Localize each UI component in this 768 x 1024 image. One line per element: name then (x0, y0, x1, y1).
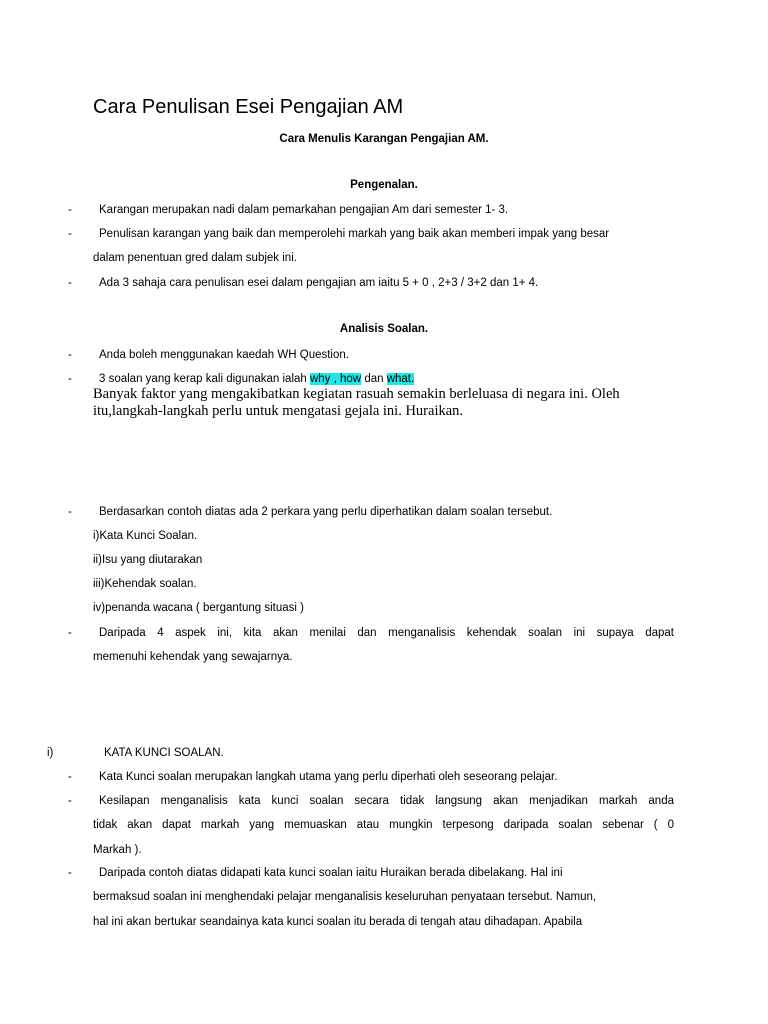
section-number: i) (47, 747, 54, 759)
bullet-dash: - (68, 228, 72, 240)
bullet-dash: - (68, 795, 72, 807)
document-title: Cara Penulisan Esei Pengajian AM (93, 96, 404, 118)
pengenalan-bullet-1: Karangan merupakan nadi dalam pemarkahan pengajian Am dari semester 1- 3. (99, 204, 509, 216)
bullet-dash: - (68, 771, 72, 783)
example-question-line-2: itu,langkah-langkah perlu untuk mengatasi gejala ini. Huraikan. (93, 403, 464, 419)
bullet-dash: - (68, 277, 72, 289)
bullet-dash: - (68, 867, 72, 879)
section-heading-pengenalan: Pengenalan. (350, 179, 418, 191)
kata-kunci-bullet-3-line-3: hal ini akan bertukar seandainya kata kunci soalan itu berada di tengah atau dihadapan. Apabila (93, 916, 583, 928)
analisis-bullet-2 (99, 372, 414, 387)
pengenalan-bullet-3: Ada 3 sahaja cara penulisan esei dalam pengajian am iaitu 5 + 0 , 2+3 / 3+2 dan 1+ 4. (99, 277, 539, 289)
kata-kunci-bullet-1: Kata Kunci soalan merupakan langkah utama yang perlu diperhati oleh seseorang pelajar. (99, 771, 558, 783)
highlight-what: what. (386, 373, 415, 385)
section-heading-kata-kunci: KATA KUNCI SOALAN. (104, 747, 224, 759)
analisis-bullet-4-line-1: Daripada 4 aspek ini, kita akan menilai dan menganalisis kehendak soalan ini supaya dapat (99, 627, 674, 639)
analisis-bullet-4-line-2: memenuhi kehendak yang sewajarnya. (93, 651, 293, 663)
bullet-dash: - (68, 627, 72, 639)
kata-kunci-bullet-2-line-1: Kesilapan menganalisis kata kunci soalan secara tidak langsung akan menjadikan markah anda (99, 795, 674, 807)
analisis-bullet-2-text: 3 soalan yang kerap kali digunakan ialah (99, 373, 310, 385)
bullet-dash: - (68, 204, 72, 216)
analisis-bullet-2-connector: dan (361, 373, 387, 385)
bullet-dash: - (68, 349, 72, 361)
kata-kunci-bullet-2-line-3: Markah ). (93, 844, 142, 856)
aspect-item-4: iv)penanda wacana ( bergantung situasi ) (93, 602, 304, 614)
section-heading-analisis: Analisis Soalan. (339, 323, 429, 335)
bullet-dash: - (68, 506, 72, 518)
pengenalan-bullet-2-line-2: dalam penentuan gred dalam subjek ini. (93, 252, 297, 264)
analisis-bullet-1: Anda boleh menggunakan kaedah WH Question. (99, 349, 349, 361)
aspect-item-1: i)Kata Kunci Soalan. (93, 530, 198, 542)
aspect-item-2: ii)Isu yang diutarakan (93, 554, 203, 566)
kata-kunci-bullet-2-line-2: tidak akan dapat markah yang memuaskan atau mungkin terpesong daripada soalan sebenar ( 0 (93, 819, 674, 831)
highlight-why-how: why , how (309, 373, 362, 385)
example-question-line-1: Banyak faktor yang mengakibatkan kegiatan rasuah semakin berleluasa di negara ini. Oleh (93, 386, 620, 402)
kata-kunci-bullet-3-line-2: bermaksud soalan ini menghendaki pelajar menganalisis keseluruhan penyataan tersebut. Namun, (93, 891, 597, 903)
bullet-dash: - (68, 373, 72, 385)
document-subtitle: Cara Menulis Karangan Pengajian AM. (279, 133, 489, 145)
aspect-item-3: iii)Kehendak soalan. (93, 578, 197, 590)
pengenalan-bullet-2-line-1: Penulisan karangan yang baik dan memperolehi markah yang baik akan memberi impak yang besar (99, 228, 610, 240)
kata-kunci-bullet-3-line-1: Daripada contoh diatas didapati kata kunci soalan iaitu Huraikan berada dibelakang. Hal ini (99, 867, 563, 879)
analisis-bullet-3: Berdasarkan contoh diatas ada 2 perkara yang perlu diperhatikan dalam soalan tersebut. (99, 506, 553, 518)
